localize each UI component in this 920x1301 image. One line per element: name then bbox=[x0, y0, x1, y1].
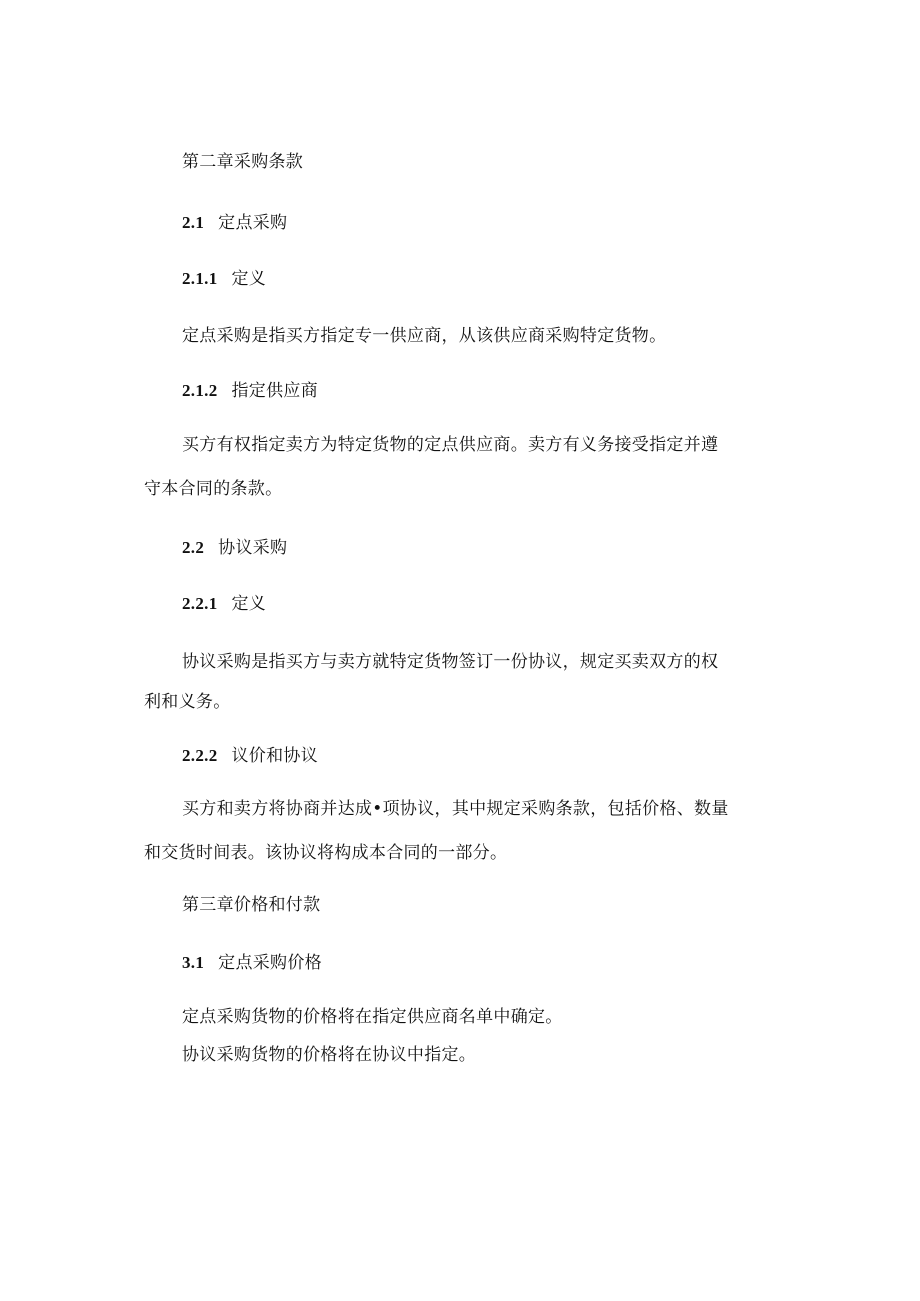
section-title: 协议采购 bbox=[218, 538, 288, 558]
section-2-2-heading bbox=[182, 537, 287, 559]
paragraph-2-2-2-line-1: 买方和卖方将协商并达成•项协议，其中规定采购条款，包括价格、数量 bbox=[182, 799, 729, 819]
paragraph-2-2-1-line-1: 协议采购是指买方与卖方就特定货物签订一份协议，规定买卖双方的权 bbox=[182, 652, 719, 672]
paragraph-3-1-line-1: 定点采购货物的价格将在指定供应商名单中确定。 bbox=[182, 1007, 563, 1027]
section-title: 定义 bbox=[231, 594, 267, 614]
paragraph-2-1-2-line-2: 守本合同的条款。 bbox=[144, 479, 283, 499]
section-title: 定点采购 bbox=[218, 213, 288, 233]
section-title: 定义 bbox=[231, 269, 267, 289]
section-3-1-heading bbox=[182, 952, 322, 974]
section-number: 2.2 bbox=[182, 538, 205, 557]
section-2-1-1-heading bbox=[182, 268, 266, 290]
section-number: 3.1 bbox=[182, 953, 205, 972]
section-title: 定点采购价格 bbox=[218, 953, 322, 973]
section-number: 2.1 bbox=[182, 213, 205, 232]
paragraph-2-1-2-line-1: 买方有权指定卖方为特定货物的定点供应商。卖方有义务接受指定并遵 bbox=[182, 435, 719, 455]
section-2-1-heading bbox=[182, 212, 287, 234]
section-number: 2.1.1 bbox=[182, 269, 218, 288]
paragraph-2-2-2-line-2: 和交货时间表。该协议将构成本合同的一部分。 bbox=[144, 843, 508, 863]
section-number: 2.2.1 bbox=[182, 594, 218, 613]
section-number: 2.1.2 bbox=[182, 381, 218, 400]
chapter-3-title: 第三章价格和付款 bbox=[182, 895, 321, 915]
paragraph-3-1-line-2: 协议采购货物的价格将在协议中指定。 bbox=[182, 1045, 477, 1065]
section-2-2-1-heading bbox=[182, 593, 266, 615]
chapter-2-title: 第二章采购条款 bbox=[182, 152, 304, 172]
section-title: 议价和协议 bbox=[231, 746, 318, 766]
section-2-1-2-heading bbox=[182, 380, 318, 402]
section-title: 指定供应商 bbox=[231, 381, 318, 401]
paragraph-2-2-1-line-2: 利和义务。 bbox=[144, 692, 231, 712]
section-number: 2.2.2 bbox=[182, 746, 218, 765]
section-2-2-2-heading bbox=[182, 745, 318, 767]
paragraph-2-1-1: 定点采购是指买方指定专一供应商，从该供应商采购特定货物。 bbox=[182, 326, 667, 346]
